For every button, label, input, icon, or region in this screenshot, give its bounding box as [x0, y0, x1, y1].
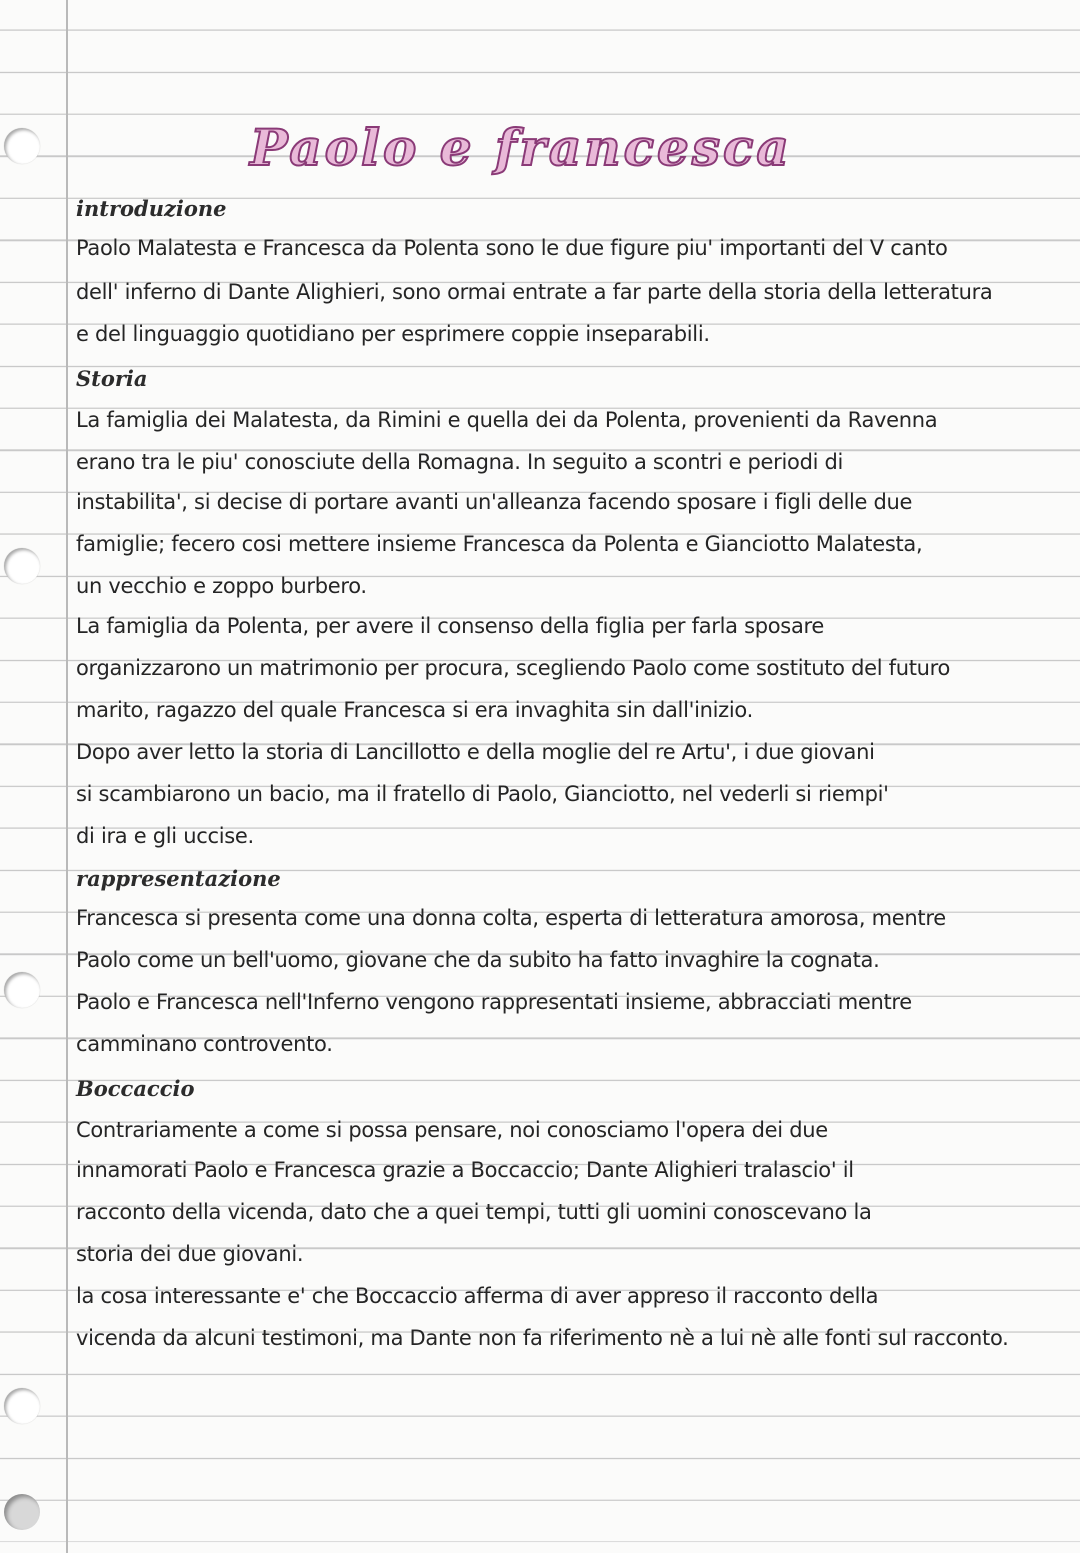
text-line: Paolo Malatesta e Francesca da Polenta sono le due figure piu' importanti del V canto [76, 236, 948, 260]
text-line: famiglie; fecero cosi mettere insieme Francesca da Polenta e Gianciotto Malatesta, [76, 532, 923, 556]
text-line: organizzarono un matrimonio per procura, scegliendo Paolo come sostituto del futuro [76, 656, 951, 680]
text-line: erano tra le piu' conosciute della Romagna. In seguito a scontri e periodi di [76, 450, 844, 474]
text-line: di ira e gli uccise. [76, 824, 254, 848]
text-line: instabilita', si decise di portare avanti un'alleanza facendo sposare i figli delle due [76, 490, 913, 514]
section-heading-rappresentazione: rappresentazione [76, 866, 281, 891]
text-line: Contrariamente a come si possa pensare, noi conosciamo l'opera dei due [76, 1118, 828, 1142]
page-title: Paolo e francesca [250, 118, 792, 177]
text-line: vicenda da alcuni testimoni, ma Dante non fa riferimento nè a lui nè alle fonti sul racconto. [76, 1326, 1009, 1350]
text-line: Dopo aver letto la storia di Lancillotto e della moglie del re Artu', i due giovani [76, 740, 875, 764]
text-line: si scambiarono un bacio, ma il fratello di Paolo, Gianciotto, nel vederli si riempi' [76, 782, 889, 806]
binder-hole [4, 1388, 40, 1424]
text-line: La famiglia da Polenta, per avere il consenso della figlia per farla sposare [76, 614, 825, 638]
text-line: camminano controvento. [76, 1032, 333, 1056]
margin-line [66, 0, 68, 1553]
binder-hole [4, 128, 40, 164]
text-line: La famiglia dei Malatesta, da Rimini e quella dei da Polenta, provenienti da Ravenna [76, 408, 938, 432]
text-line: Francesca si presenta come una donna colta, esperta di letteratura amorosa, mentre [76, 906, 946, 930]
text-line: innamorati Paolo e Francesca grazie a Boccaccio; Dante Alighieri tralascio' il [76, 1158, 854, 1182]
text-line: storia dei due giovani. [76, 1242, 304, 1266]
section-heading-introduzione: introduzione [76, 196, 227, 221]
binder-hole [4, 548, 40, 584]
text-line: racconto della vicenda, dato che a quei tempi, tutti gli uomini conoscevano la [76, 1200, 872, 1224]
section-heading-storia: Storia [76, 366, 148, 391]
text-line: Paolo come un bell'uomo, giovane che da subito ha fatto invaghire la cognata. [76, 948, 880, 972]
text-line: dell' inferno di Dante Alighieri, sono ormai entrate a far parte della storia della letteratura [76, 280, 993, 304]
text-line: la cosa interessante e' che Boccaccio afferma di aver appreso il racconto della [76, 1284, 879, 1308]
binder-hole [4, 1494, 40, 1530]
text-line: Paolo e Francesca nell'Inferno vengono rappresentati insieme, abbracciati mentre [76, 990, 912, 1014]
text-line: e del linguaggio quotidiano per esprimere coppie inseparabili. [76, 322, 710, 346]
binder-hole [4, 972, 40, 1008]
section-heading-boccaccio: Boccaccio [76, 1076, 195, 1101]
text-line: marito, ragazzo del quale Francesca si era invaghita sin dall'inizio. [76, 698, 753, 722]
text-line: un vecchio e zoppo burbero. [76, 574, 367, 598]
